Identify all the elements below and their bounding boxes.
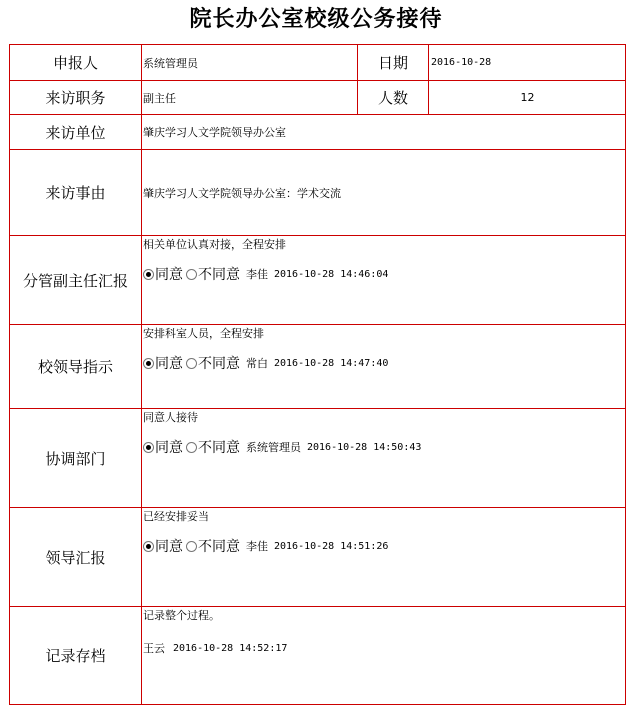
disagree-label: 不同意	[198, 539, 240, 555]
approval-signer: 常白	[246, 357, 268, 370]
approval-time: 2016-10-28 14:46:04	[274, 268, 389, 280]
agree-radio[interactable]	[143, 442, 154, 453]
approval-signer: 李佳	[246, 268, 268, 281]
position-label: 来访职务	[10, 81, 142, 115]
record-comment: 记录整个过程。	[143, 609, 220, 622]
approval-time: 2016-10-28 14:51:26	[274, 540, 389, 552]
disagree-radio[interactable]	[186, 442, 197, 453]
approval-row	[10, 508, 626, 607]
agree-label: 同意	[155, 267, 183, 283]
approval-cell	[142, 409, 626, 508]
record-signature	[143, 640, 625, 656]
approval-time: 2016-10-28 14:47:40	[274, 357, 389, 369]
date-label: 日期	[358, 45, 429, 81]
approval-row	[10, 236, 626, 325]
record-cell	[142, 607, 626, 705]
record-row	[10, 607, 626, 705]
record-time: 2016-10-28 14:52:17	[173, 642, 288, 654]
disagree-radio[interactable]	[186, 358, 197, 369]
row-unit	[10, 115, 626, 150]
position-value: 副主任	[142, 81, 358, 115]
approval-cell	[142, 325, 626, 409]
count-value: 12	[429, 81, 626, 115]
matter-value: 肇庆学习人文学院领导办公室：学术交流	[142, 150, 626, 236]
approval-comment: 安排科室人员，全程安排	[143, 327, 264, 340]
approval-options	[143, 437, 625, 457]
approval-options	[143, 264, 625, 284]
approval-cell	[142, 236, 626, 325]
row-position	[10, 81, 626, 115]
approval-signer: 李佳	[246, 540, 268, 553]
row-applicant	[10, 45, 626, 81]
approval-options	[143, 536, 625, 556]
applicant-label: 申报人	[10, 45, 142, 81]
disagree-label: 不同意	[198, 267, 240, 283]
date-value: 2016-10-28	[429, 45, 626, 81]
approval-time: 2016-10-28 14:50:43	[307, 441, 422, 453]
approval-comment: 已经安排妥当	[143, 510, 209, 523]
approval-label: 分管副主任汇报	[10, 236, 142, 325]
applicant-value: 系统管理员	[142, 45, 358, 81]
record-signer: 王云	[143, 642, 165, 655]
disagree-label: 不同意	[198, 440, 240, 456]
agree-label: 同意	[155, 440, 183, 456]
approval-comment: 相关单位认真对接，全程安排	[143, 238, 286, 251]
unit-value: 肇庆学习人文学院领导办公室	[142, 115, 626, 150]
record-label: 记录存档	[10, 607, 142, 705]
approval-label: 校领导指示	[10, 325, 142, 409]
reception-form	[9, 44, 626, 705]
approval-label: 领导汇报	[10, 508, 142, 607]
approval-options	[143, 353, 625, 373]
count-label: 人数	[358, 81, 429, 115]
disagree-label: 不同意	[198, 356, 240, 372]
approval-row	[10, 409, 626, 508]
approval-cell	[142, 508, 626, 607]
agree-radio[interactable]	[143, 541, 154, 552]
agree-radio[interactable]	[143, 358, 154, 369]
agree-label: 同意	[155, 356, 183, 372]
disagree-radio[interactable]	[186, 541, 197, 552]
approval-signer: 系统管理员	[246, 441, 301, 454]
approval-label: 协调部门	[10, 409, 142, 508]
page-title: 院长办公室校级公务接待	[189, 6, 443, 32]
row-matter	[10, 150, 626, 236]
agree-label: 同意	[155, 539, 183, 555]
approval-row	[10, 325, 626, 409]
unit-label: 来访单位	[10, 115, 142, 150]
approval-comment: 同意人接待	[143, 411, 198, 424]
matter-label: 来访事由	[10, 150, 142, 236]
disagree-radio[interactable]	[186, 269, 197, 280]
agree-radio[interactable]	[143, 269, 154, 280]
